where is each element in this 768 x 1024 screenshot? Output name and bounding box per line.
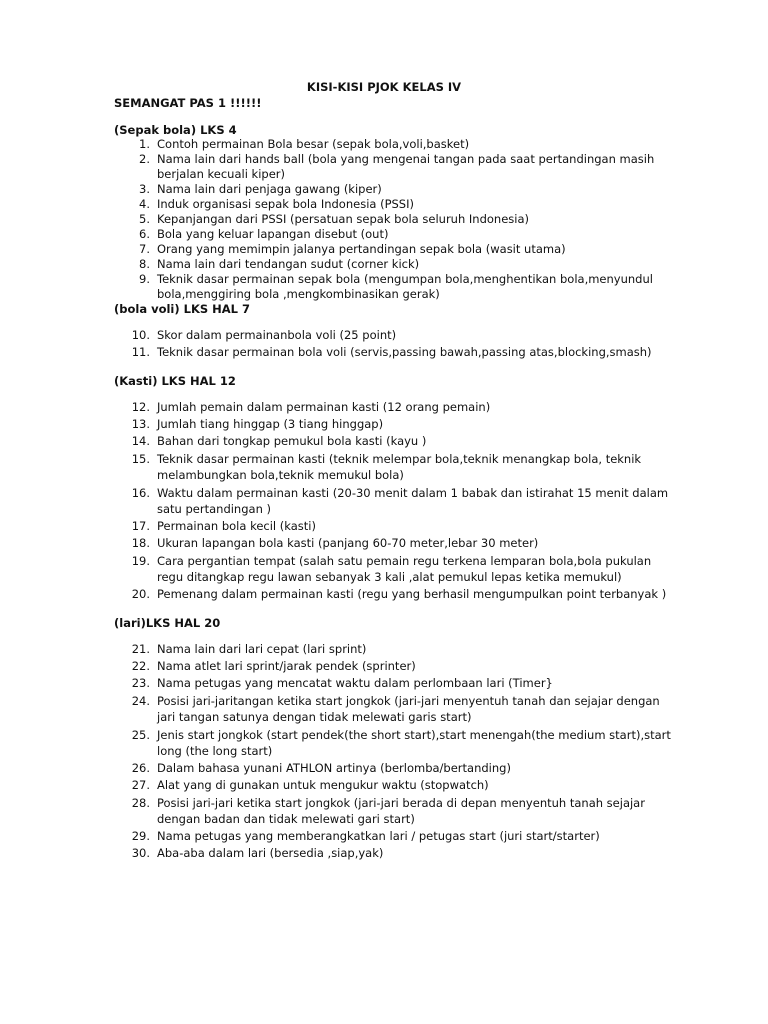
list-item: 18. Ukuran lapangan bola kasti (panjang 60-70 meter,lebar 30 meter)	[131, 536, 539, 550]
list-item: 7. Orang yang memimpin jalanya pertandingan sepak bola (wasit utama)	[139, 242, 566, 256]
list-item: 16. Waktu dalam permainan kasti (20-30 menit dalam 1 babak dan istirahat 15 menit dalam satu pertandingan )	[131, 486, 669, 516]
list-item: 1. Contoh permainan Bola besar (sepak bola,voli,basket)	[139, 137, 470, 151]
list-item: 11. Teknik dasar permainan bola voli (servis,passing bawah,passing atas,blocking,smash)	[131, 345, 652, 359]
list-item: 29. Nama petugas yang memberangkatkan lari / petugas start (juri start/starter)	[131, 829, 600, 843]
document-subtitle: SEMANGAT PAS 1 !!!!!!	[114, 96, 262, 110]
section-heading: (Sepak bola) LKS 4	[114, 123, 237, 137]
question-list	[114, 137, 674, 302]
section-heading: (Kasti) LKS HAL 12	[114, 374, 236, 388]
list-item: 9. Teknik dasar permainan sepak bola (mengumpan bola,menghentikan bola,menyundul bola,menggiring bola ,mengkombinasikan gerak)	[139, 272, 653, 301]
list-item: 15. Teknik dasar permainan kasti (teknik melempar bola,teknik menangkap bola, teknik melambungkan bola,teknik memukul bola)	[131, 452, 642, 482]
list-item: 28. Posisi jari-jari ketika start jongkok (jari-jari berada di depan menyentuh tanah sejajar dengan badan dan tidak melewati gari start)	[131, 796, 645, 826]
section-lari	[114, 616, 674, 861]
section-bola-voli	[114, 302, 674, 360]
list-item: 8. Nama lain dari tendangan sudut (corner kick)	[139, 257, 420, 271]
list-item: 27. Alat yang di gunakan untuk mengukur waktu (stopwatch)	[131, 778, 489, 792]
list-item: 24. Posisi jari-jaritangan ketika start jongkok (jari-jari menyentuh tanah dan sejajar dengan jari tangan satunya dengan tidak melewati garis start)	[131, 694, 660, 724]
list-item: 5. Kepanjangan dari PSSI (persatuan sepak bola seluruh Indonesia)	[139, 212, 529, 226]
sections-container	[114, 123, 674, 861]
question-list	[114, 328, 674, 360]
list-item: 19. Cara pergantian tempat (salah satu pemain regu terkena lemparan bola,bola pukulan regu ditangkap regu lawan sebanyak 3 kali ,alat pemukul lepas ketika memukul)	[131, 554, 652, 584]
list-item: 25. Jenis start jongkok (start pendek(the short start),start menengah(the medium start),start long (the long start)	[131, 728, 671, 758]
list-item: 14. Bahan dari tongkap pemukul bola kasti (kayu )	[131, 434, 427, 448]
list-item: 3. Nama lain dari penjaga gawang (kiper)	[139, 182, 382, 196]
list-item: 21. Nama lain dari lari cepat (lari sprint)	[131, 642, 367, 656]
list-item: 20. Pemenang dalam permainan kasti (regu yang berhasil mengumpulkan point terbanyak )	[131, 587, 667, 601]
question-list	[114, 400, 674, 602]
document-title: KISI-KISI PJOK KELAS IV	[306, 80, 462, 94]
list-item: 23. Nama petugas yang mencatat waktu dalam perlombaan lari (Timer}	[131, 676, 553, 690]
list-item: 26. Dalam bahasa yunani ATHLON artinya (berlomba/bertanding)	[131, 761, 511, 775]
section-heading: (bola voli) LKS HAL 7	[114, 302, 251, 316]
list-item: 6. Bola yang keluar lapangan disebut (out)	[139, 227, 389, 241]
list-item: 4. Induk organisasi sepak bola Indonesia (PSSI)	[139, 197, 414, 211]
section-sepak-bola	[114, 123, 674, 302]
list-item: 30. Aba-aba dalam lari (bersedia ,siap,yak)	[131, 846, 384, 860]
section-kasti	[114, 374, 674, 602]
list-item: 22. Nama atlet lari sprint/jarak pendek (sprinter)	[131, 659, 416, 673]
list-item: 12. Jumlah pemain dalam permainan kasti (12 orang pemain)	[131, 400, 491, 414]
list-item: 10. Skor dalam permainanbola voli (25 point)	[131, 328, 397, 342]
list-item: 2. Nama lain dari hands ball (bola yang mengenai tangan pada saat pertandingan masih berjalan kecuali kiper)	[139, 152, 655, 181]
list-item: 17. Permainan bola kecil (kasti)	[131, 519, 316, 533]
list-item: 13. Jumlah tiang hinggap (3 tiang hinggap)	[131, 417, 384, 431]
question-list	[114, 642, 674, 861]
section-heading: (lari)LKS HAL 20	[114, 616, 221, 630]
